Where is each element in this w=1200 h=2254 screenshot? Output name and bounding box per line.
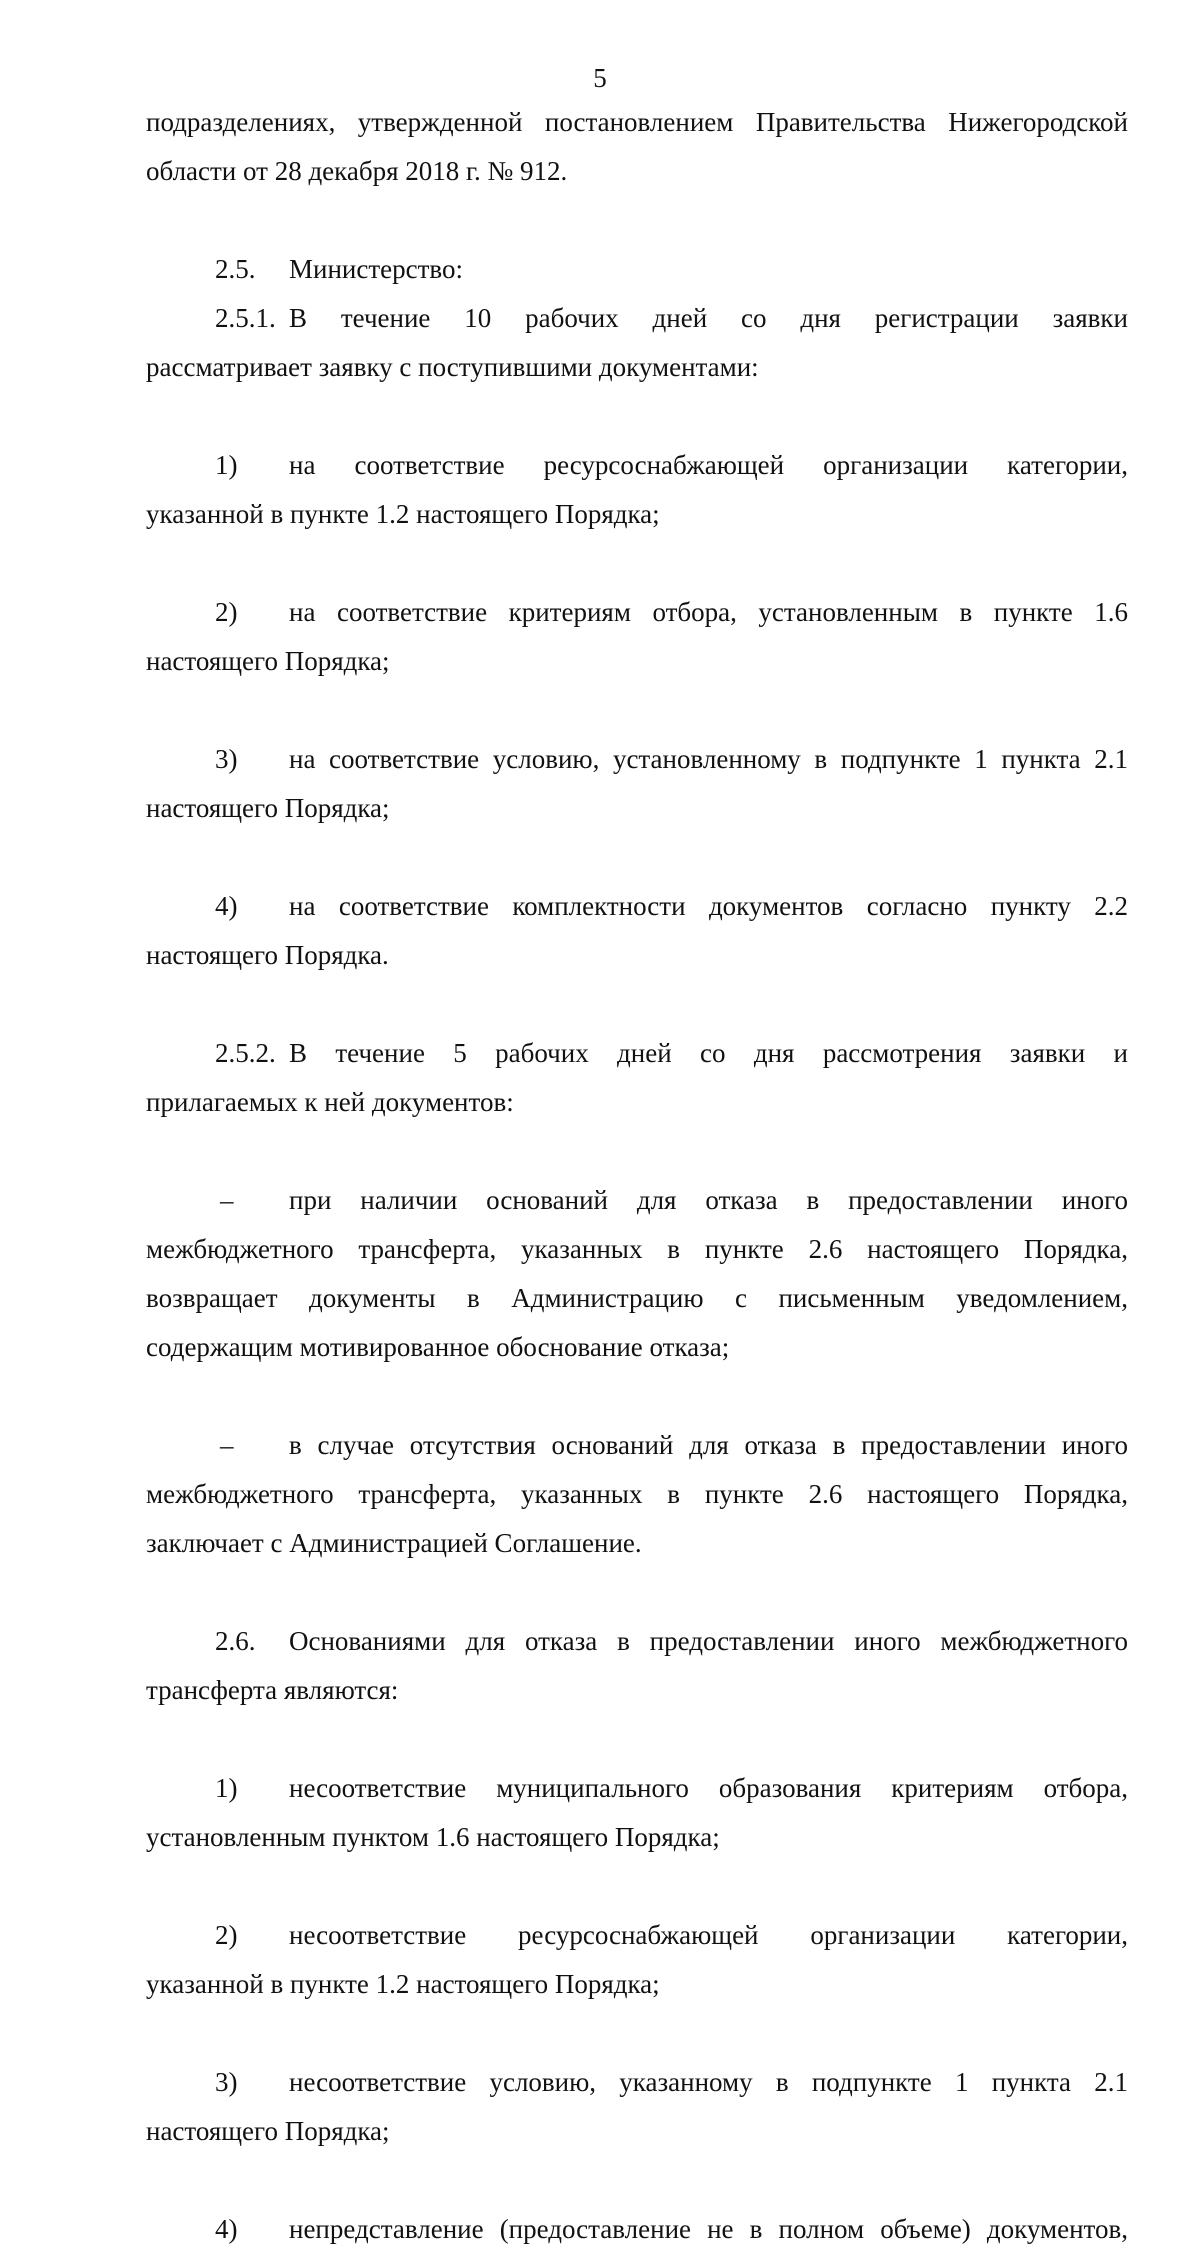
text-line: трансферта являются:	[146, 1675, 399, 1705]
text-line: рассматривает заявку с поступившими документами:	[146, 352, 759, 382]
section-text: В течение 5 рабочих дней со дня рассмотрения заявки и	[289, 1038, 1128, 1068]
dash-mark: –	[220, 1430, 234, 1460]
item-text: на соответствие условию, установленному в подпункте 1 пункта 2.1	[289, 744, 1128, 774]
item-text: непредставление (предоставление не в полном объеме) документов,	[289, 2214, 1128, 2244]
list-item	[146, 735, 1128, 784]
list-item	[146, 2205, 1128, 2254]
section-number: 2.5.2.	[215, 1038, 276, 1068]
section-text: Основаниями для отказа в предоставлении иного межбюджетного	[289, 1626, 1128, 1656]
item-number: 1)	[215, 450, 238, 480]
section-2-6	[146, 1617, 1128, 1666]
section-2-5	[146, 245, 1128, 294]
list-item	[146, 1911, 1128, 1960]
text-line: настоящего Порядка;	[146, 793, 390, 823]
item-number: 1)	[215, 1773, 238, 1803]
item-text: несоответствие ресурсоснабжающей организации категории,	[289, 1920, 1128, 1950]
item-number: 2)	[215, 597, 238, 627]
item-text: в случае отсутствия оснований для отказа в предоставлении иного	[289, 1430, 1128, 1460]
item-text: на соответствие критериям отбора, установленным в пункте 1.6	[289, 597, 1128, 627]
item-number: 2)	[215, 1920, 238, 1950]
item-number: 3)	[215, 2067, 238, 2097]
list-item	[146, 2058, 1128, 2107]
text-line: установленным пунктом 1.6 настоящего Порядка;	[146, 1822, 720, 1852]
text-line: содержащим мотивированное обоснование отказа;	[146, 1332, 730, 1362]
item-text: несоответствие условию, указанному в подпункте 1 пункта 2.1	[289, 2067, 1128, 2097]
item-text: при наличии оснований для отказа в предоставлении иного	[289, 1185, 1128, 1215]
text-line: настоящего Порядка.	[146, 940, 389, 970]
list-item	[146, 1764, 1128, 1813]
section-2-5-2	[146, 1029, 1128, 1078]
item-number: 3)	[215, 744, 238, 774]
dash-item	[146, 1176, 1128, 1225]
list-item	[146, 441, 1128, 490]
item-text: на соответствие комплектности документов согласно пункту 2.2	[289, 891, 1128, 921]
section-number: 2.5.1.	[215, 303, 276, 333]
section-number: 2.6.	[215, 1626, 256, 1656]
text-line: межбюджетного трансферта, указанных в пункте 2.6 настоящего Порядка,	[146, 1234, 1128, 1264]
section-2-5-1	[146, 294, 1128, 343]
text-line: настоящего Порядка;	[146, 2116, 390, 2146]
text-line: подразделениях, утвержденной постановлением Правительства Нижегородской	[146, 107, 1128, 137]
item-number: 4)	[215, 891, 238, 921]
text-line: межбюджетного трансферта, указанных в пункте 2.6 настоящего Порядка,	[146, 1479, 1128, 1509]
section-text: Министерство:	[289, 254, 463, 284]
text-line: указанной в пункте 1.2 настоящего Порядка;	[146, 499, 660, 529]
list-item	[146, 882, 1128, 931]
page-number: 5	[593, 63, 607, 93]
item-number: 4)	[215, 2214, 238, 2244]
section-number: 2.5.	[215, 254, 256, 284]
list-item	[146, 588, 1128, 637]
text-line: заключает с Администрацией Соглашение.	[146, 1528, 642, 1558]
section-text: В течение 10 рабочих дней со дня регистрации заявки	[289, 303, 1128, 333]
item-text: несоответствие муниципального образования критериям отбора,	[289, 1773, 1128, 1803]
text-line: области от 28 декабря 2018 г. № 912.	[146, 156, 568, 186]
item-text: на соответствие ресурсоснабжающей организации категории,	[289, 450, 1128, 480]
text-line: настоящего Порядка;	[146, 646, 390, 676]
text-line: указанной в пункте 1.2 настоящего Порядка;	[146, 1969, 660, 1999]
dash-item	[146, 1421, 1128, 1470]
text-line: прилагаемых к ней документов:	[146, 1087, 514, 1117]
dash-mark: –	[220, 1185, 234, 1215]
text-line: возвращает документы в Администрацию с письменным уведомлением,	[146, 1283, 1128, 1313]
document-body	[146, 98, 1128, 2254]
